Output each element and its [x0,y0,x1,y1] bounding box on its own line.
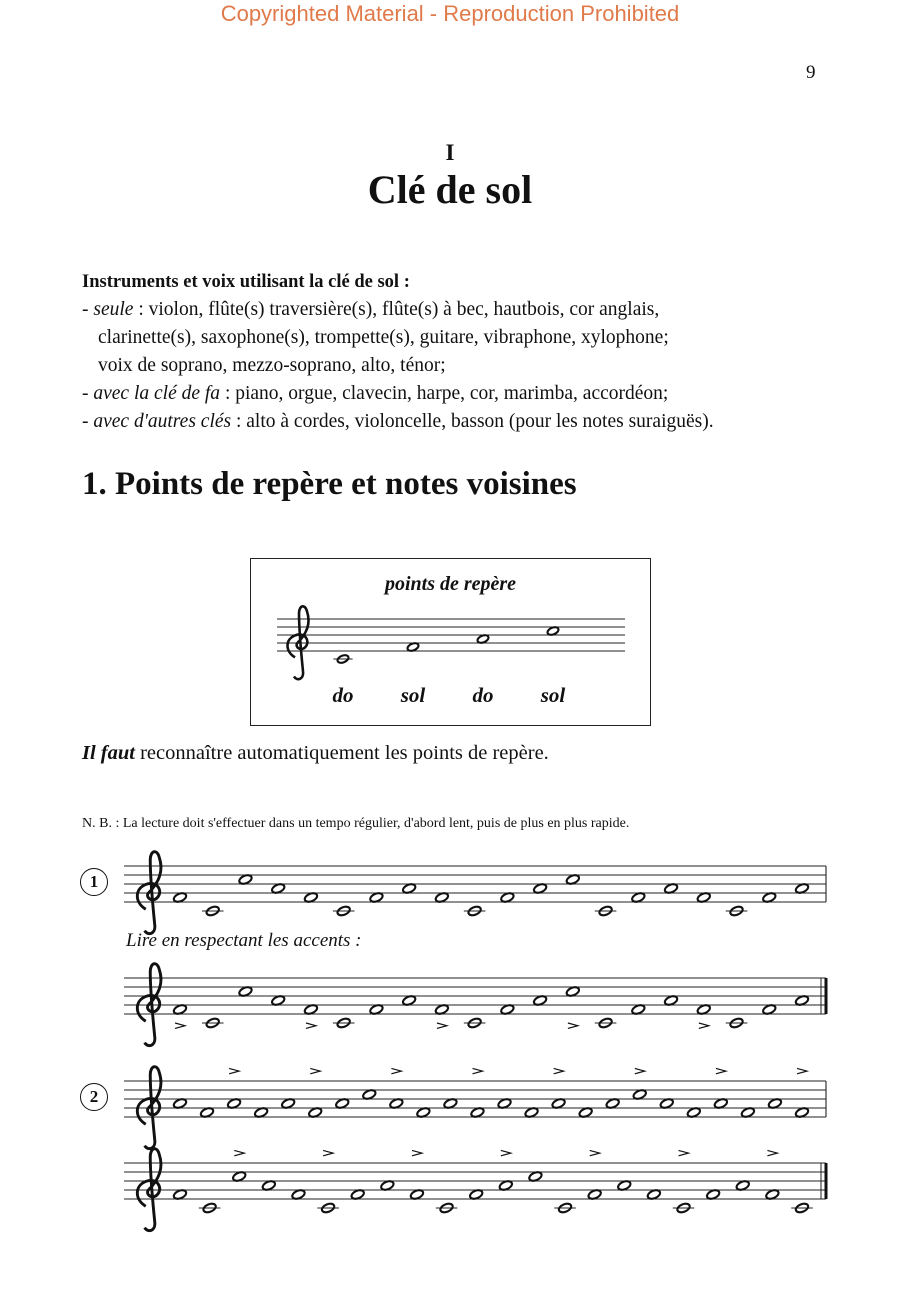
accent-mark [412,1150,422,1155]
nb-note: N. B. : La lecture doit s'effectuer dans un tempo régulier, d'abord lent, puis de plus en plus rapide. [82,816,630,831]
seule-label: seule [93,299,134,320]
accent-mark [437,1023,447,1028]
autres-line: - avec d'autres clés : alto à cordes, violoncelle, basson (pour les notes suraiguës). [82,411,714,432]
chapter-numeral: I [445,140,455,165]
exercise-number-1: 1 [80,868,108,896]
accent-mark [391,1068,401,1073]
accent-mark [568,1023,578,1028]
instruments-heading: Instruments et voix utilisant la clé de sol : [82,272,410,292]
accent-mark [306,1023,316,1028]
copyright-watermark: Copyrighted Material - Reproduction Prohibited [220,1,680,26]
reference-label-sol-2: sol [540,683,566,707]
accent-mark [699,1023,709,1028]
accent-mark [767,1150,777,1155]
section-number: 1. [82,466,107,502]
accent-mark [554,1068,564,1073]
accent-mark [590,1150,600,1155]
reference-label-sol-1: sol [400,683,426,707]
seule-text-3: voix de soprano, mezzo-soprano, alto, ténor; [98,355,446,376]
chapter-title: Clé de sol [367,167,533,212]
section-title: Points de repère et notes voisines [115,466,577,502]
page-number: 9 [806,62,816,83]
reference-label-do-2: do [472,683,494,707]
exercise-number-2: 2 [80,1083,108,1111]
exercise-instruction: Lire en respectant les accents : [126,930,362,951]
seule-line: - seule : violon, flûte(s) traversière(s), flûte(s) à bec, hautbois, cor anglais, [82,299,660,320]
accent-mark [679,1150,689,1155]
seule-text-2: clarinette(s), saxophone(s), trompette(s), guitare, vibraphone, xylophone; [98,327,669,348]
accent-mark [635,1068,645,1073]
accent-mark [501,1150,511,1155]
accent-mark [234,1150,244,1155]
fa-text: : piano, orgue, clavecin, harpe, cor, marimba, accordéon; [220,383,669,404]
accent-mark [323,1150,333,1155]
accent-mark [797,1068,807,1073]
accent-mark [473,1068,483,1073]
accent-mark [175,1023,185,1028]
seule-text-1: violon, flûte(s) traversière(s), flûte(s) à bec, hautbois, cor anglais, [148,299,660,320]
rule-text: reconnaître automatiquement les points de repère. [134,742,549,764]
rule-emphasis: Il faut [82,742,135,764]
seule-separator: : [133,299,149,320]
autres-label: avec d'autres clés [93,411,232,432]
reference-title: points de repère [384,573,517,595]
reference-label-do-1: do [332,683,354,707]
accent-mark [310,1068,320,1073]
accent-mark [716,1068,726,1073]
accent-mark [229,1068,239,1073]
fa-line: - avec la clé de fa : piano, orgue, clavecin, harpe, cor, marimba, accordéon; [82,383,669,404]
autres-text: : alto à cordes, violoncelle, basson (pour les notes suraiguës). [231,411,714,432]
fa-label: avec la clé de fa [93,383,221,404]
